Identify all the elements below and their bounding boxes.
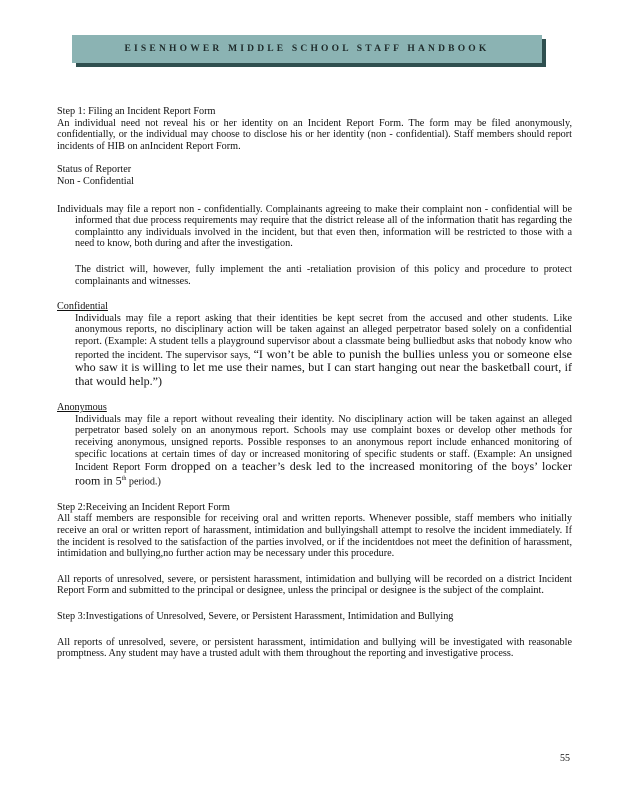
step2-heading: Step 2:Receiving an Incident Report Form <box>57 501 230 513</box>
handbook-title: EISENHOWER MIDDLE SCHOOL STAFF HANDBOOK <box>124 44 490 54</box>
confidential-quote: “I won’t be able to punish the bullies unless you or someone else who saw it is willing to let me use their names, but I can start hanging out near the basketball court, if that would help.”) <box>75 346 573 388</box>
anonymous-text: Individuals may file a report without revealing their identity. No disciplinary action will be taken against an alleged perpetrator based solely on an anonymous report. Schools may use complaint boxes or develop other methods for receiving anonymous, unsigned reports. Possible responses to an anonymous report include enhanced monitoring of specific locations at certain times of day or increased monitoring of specific students or staff. (Example: An unsigned Incident Report Form <box>75 413 572 474</box>
step2-paragraph-1: All staff members are responsible for receiving oral and written reports. Whenever possible, staff members who initially receive an oral or written report of harassment, intimidation and bullyingshall attempt to resolve the incident immediately. If the incident is resolved to the satisfaction of the parties involved, or if the incidentdoes not meet the definition of harassment, intimidation and bullying,no further action may be necessary under this procedure. <box>57 513 572 560</box>
step1-body: An individual need not reveal his or her identity on an Incident Report Form. The form may be filed anonymously, confidentially, or the individual may choose to disclose his or her identity (non - confidential). Staff members should report incidents of HIB on anIncident Report Form. <box>57 117 572 152</box>
step3-heading: Step 3:Investigations of Unresolved, Severe, or Persistent Harassment, Intimidation and Bullying <box>57 610 454 622</box>
anonymous-example-tail: dropped on a teacher’s desk led to the increased monitoring of the boys’ locker room in 5 <box>75 459 572 488</box>
confidential-body <box>57 313 572 389</box>
ordinal-suffix: th <box>121 475 127 482</box>
status-subheading: Non - Confidential <box>57 175 134 187</box>
anonymous-heading: Anonymous <box>57 402 107 414</box>
handbook-header-bar <box>72 35 542 63</box>
anti-retaliation-paragraph: The district will, however, fully implement the anti -retaliation provision of this policy and procedure to protect complainants and witnesses. <box>75 263 572 287</box>
step2-paragraph-2: All reports of unresolved, severe, or persistent harassment, intimidation and bullying will be recorded on a district Incident Report Form and submitted to the principal or designee, unless the principal or designee is the subject of the complaint. <box>57 573 572 597</box>
anonymous-body <box>57 414 572 488</box>
nonconfidential-paragraph: Individuals may file a report non - confidentially. Complainants agreeing to make their complaint non - confidential will be informed that due process requirements may require that the district release all of the information thatit has regarding the complaintto any individuals involved in the incident, but that even then, information will be restricted to those with a need to know, both during and after the investigation. <box>57 203 572 250</box>
anonymous-example-end: period.) <box>126 476 161 488</box>
page-content <box>57 106 572 660</box>
confidential-text: Individuals may file a report asking that their identities be kept secret from the accused and other students. Like anonymous reports, no disciplinary action will be taken against an alleged perpetrator based solely on a confidential report. (Example: A student tells a playground supervisor about a classmate being bulliedbut asks that nobody know who reported the incident. The supervisor says, <box>75 312 572 361</box>
status-heading: Status of Reporter <box>57 164 132 176</box>
page-number: 55 <box>560 753 570 764</box>
confidential-heading: Confidential <box>57 301 108 313</box>
step1-heading: Step 1: Filing an Incident Report Form <box>57 106 216 117</box>
step3-body: All reports of unresolved, severe, or persistent harassment, intimidation and bullying will be investigated with reasonable promptness. Any student may have a trusted adult with them throughout the reporting and investigative process. <box>57 636 572 660</box>
